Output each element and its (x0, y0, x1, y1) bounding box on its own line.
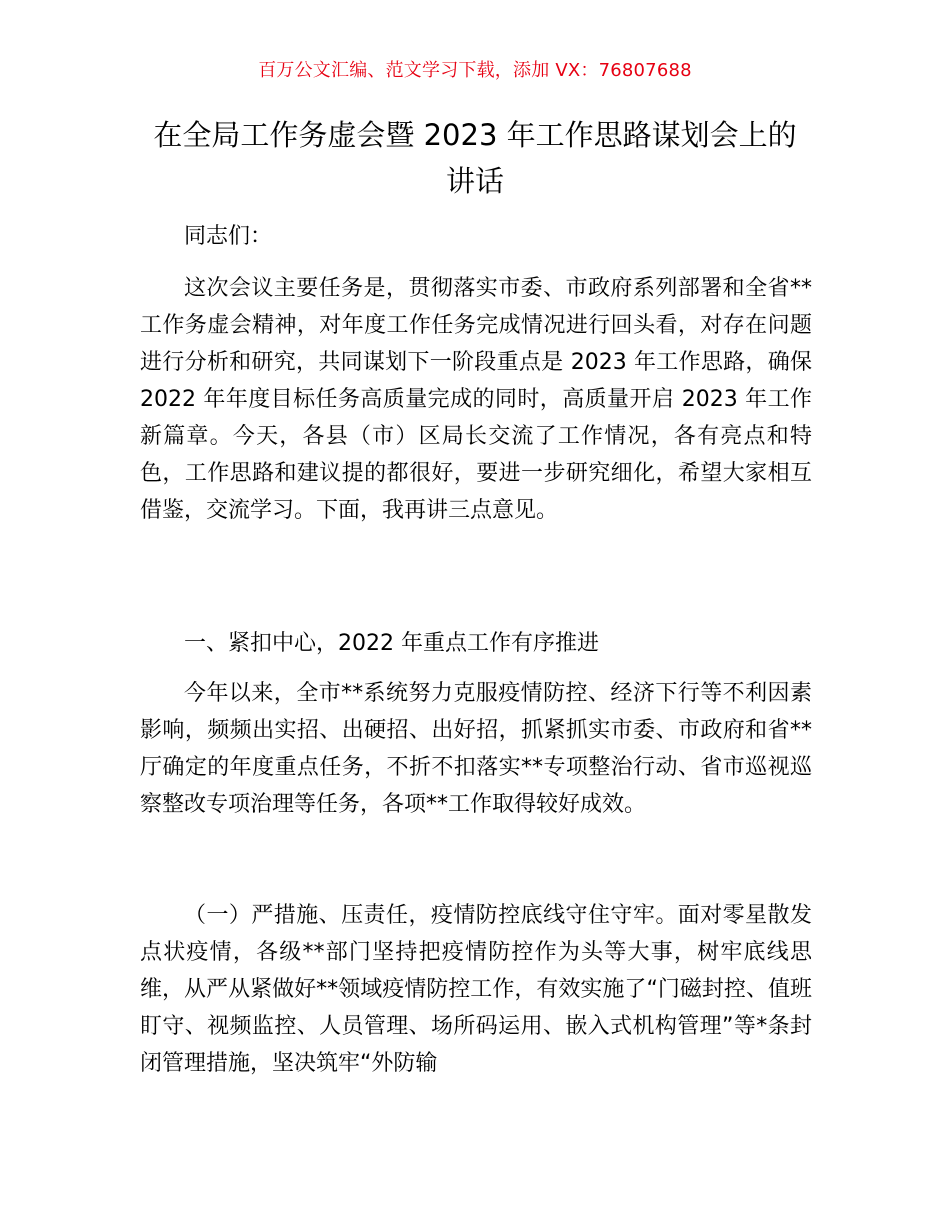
section-heading: 一、紧扣中心，2022 年重点工作有序推进 (184, 631, 599, 656)
greeting: 同志们： (184, 224, 273, 249)
document-title: 在全局工作务虚会暨 2023 年工作思路谋划会上的讲话 (153, 118, 797, 198)
paragraph-subsection-1: （一）严措施、压责任，疫情防控底线守住守牢。面对零星散发点状疫情，各级**部门坚持把疫情防控作为头等大事，树牢底线思维，从严从紧做好**领域疫情防控工作，有效实施了“门磁封控、值班盯守、视频监控、人员管理、场所码运用、嵌入式机构管理”等*条封闭管理措施，坚决筑牢“外防输 (140, 903, 812, 1076)
paragraph-overview: 今年以来，全市**系统努力克服疫情防控、经济下行等不利因素影响，频频出实招、出硬招、出好招，抓紧抓实市委、市政府和省**厅确定的年度重点任务，不折不扣落实**专项整治行动、省市巡视巡察整改专项治理等任务，各项**工作取得较好成效。 (140, 681, 812, 817)
paragraph-intro: 这次会议主要任务是，贯彻落实市委、市政府系列部署和全省**工作务虚会精神，对年度工作任务完成情况进行回头看，对存在问题进行分析和研究，共同谋划下一阶段重点是 2023 年工作思路，确保 2022 年年度目标任务高质量完成的同时，高质量开启 2023 年工作新篇章。今天，各县（市）区局长交流了工作情况，各有亮点和特色，工作思路和建议提的都很好，要进一步研究细化，希望大家相互借鉴，交流学习。下面，我再讲三点意见。 (140, 276, 812, 523)
watermark-banner: 百万公文汇编、范文学习下载，添加 VX：76807688 (258, 60, 692, 81)
